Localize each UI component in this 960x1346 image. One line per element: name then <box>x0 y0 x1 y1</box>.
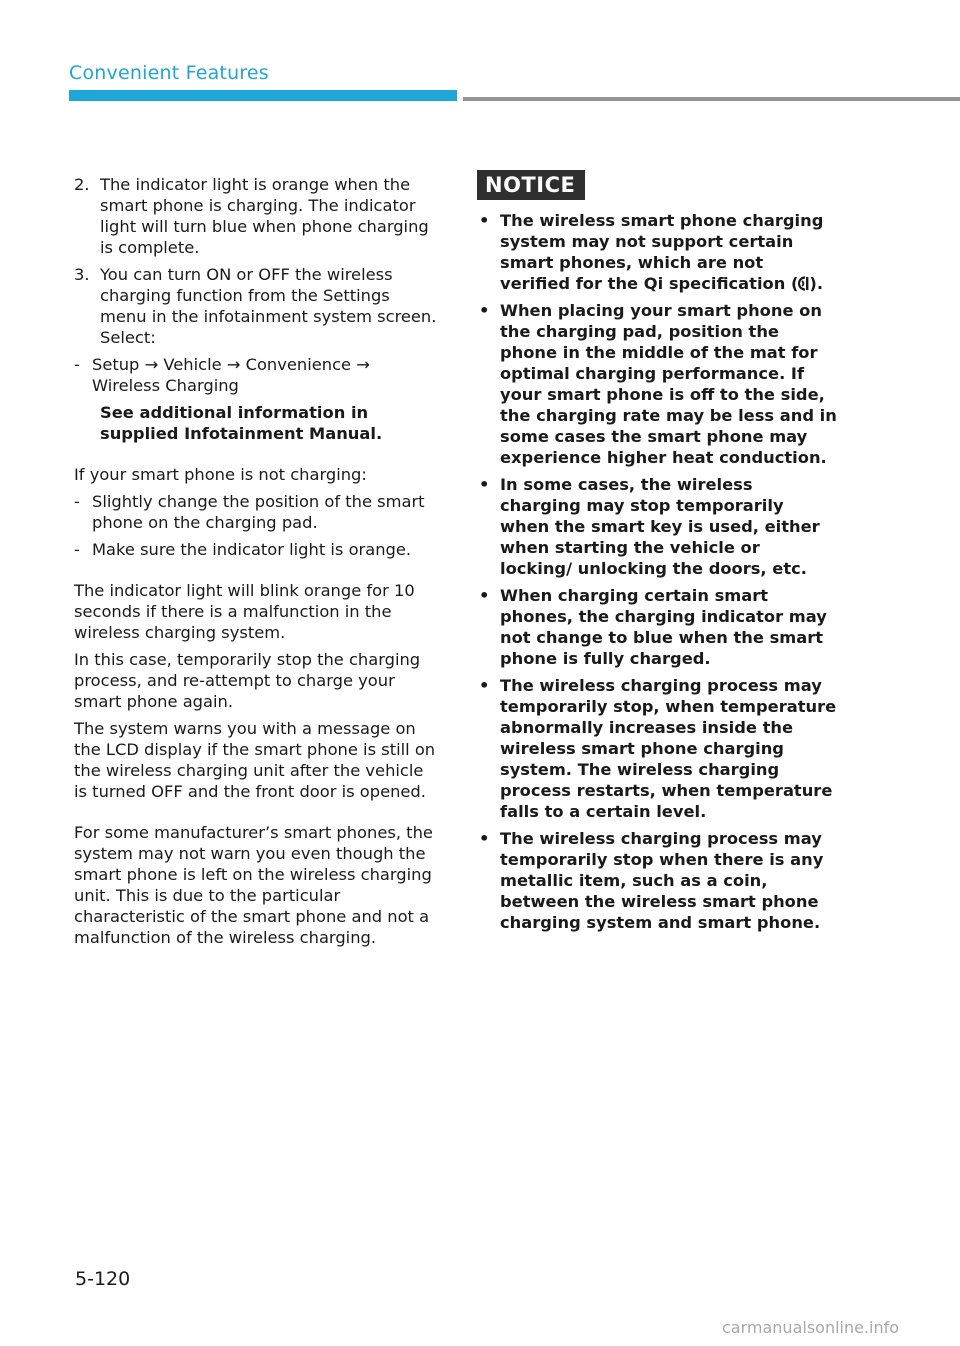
dash-marker: - <box>74 355 80 374</box>
qi-logo-icon <box>798 273 809 294</box>
bullet: • <box>479 475 490 494</box>
menu-path <box>74 354 438 396</box>
notice-item <box>477 474 837 579</box>
list-item-text: Make sure the indicator light is orange. <box>92 540 412 559</box>
menu-path-text: Setup → Vehicle → Convenience → Wireless Charging <box>92 355 370 395</box>
notice-item-text: When placing your smart phone on the charging pad, position the phone in the middle of the mat for optimal charging performance. If your smart phone is off to the side, the charging rate may be less and in some cases the smart phone may experience higher heat conduction. <box>500 301 837 467</box>
paragraph: For some manufacturer’s smart phones, the system may not warn you even though the smart phone is left on the wireless charging unit. This is due to the particular characteristic of the smart phone and not a malfunction of the wireless charging. <box>74 823 433 947</box>
bullet: • <box>479 829 490 848</box>
notice-item-text: When charging certain smart phones, the charging indicator may not change to blue when the smart phone is fully charged. <box>500 586 827 668</box>
notice-item-text: The wireless charging process may temporarily stop when there is any metallic item, such as a coin, between the wireless smart phone charging system and smart phone. <box>500 829 824 932</box>
notice-item <box>477 828 837 933</box>
notice-item-text <box>500 210 837 294</box>
notice-item-text-part: ). <box>809 274 824 293</box>
item-number: 2. <box>74 175 90 194</box>
notice-item <box>477 675 837 822</box>
paragraph: The system warns you with a message on the LCD display if the smart phone is still on the wireless charging unit after the vehicle is turned OFF and the front door is opened. <box>74 719 436 801</box>
notice-item-text-part: The wireless smart phone charging system may not support certain smart phones, which are not verified for the Qi specification ( <box>500 211 824 293</box>
list-item <box>74 491 438 533</box>
bullet: • <box>479 586 490 605</box>
left-column <box>74 174 438 954</box>
page-number: 5-120 <box>75 1268 131 1290</box>
bullet: • <box>479 301 490 320</box>
notice-item <box>477 585 837 669</box>
notice-badge: NOTICE <box>477 170 585 200</box>
bullet: • <box>479 676 490 695</box>
paragraph: In this case, temporarily stop the charging process, and re-attempt to charge your smart phone again. <box>74 650 421 711</box>
dash-marker: - <box>74 492 80 511</box>
not-charging-intro: If your smart phone is not charging: <box>74 465 367 484</box>
notice-item-text: The wireless charging process may temporarily stop, when temperature abnormally increases inside the wireless smart phone charging system. The wireless charging process restarts, when temperature falls to a certain level. <box>500 676 837 821</box>
infotainment-reference: See additional information in supplied Infotainment Manual. <box>100 403 383 443</box>
dash-marker: - <box>74 540 80 559</box>
header-rule <box>463 97 960 101</box>
numbered-item <box>74 264 438 348</box>
item-text: You can turn ON or OFF the wireless charging function from the Settings menu in the infotainment system screen. Select: <box>100 265 437 347</box>
notice-box <box>477 170 837 939</box>
notice-item <box>477 300 837 468</box>
list-item <box>74 539 438 560</box>
item-number: 3. <box>74 265 90 284</box>
list-item-text: Slightly change the position of the smart phone on the charging pad. <box>92 492 425 532</box>
notice-item-text: In some cases, the wireless charging may stop temporarily when the smart key is used, either when starting the vehicle or locking/ unlocking the doors, etc. <box>500 475 820 578</box>
numbered-item <box>74 174 438 258</box>
notice-item <box>477 210 837 294</box>
header-accent-bar <box>69 90 457 101</box>
item-text: The indicator light is orange when the smart phone is charging. The indicator light will turn blue when phone charging is complete. <box>100 175 429 257</box>
bullet: • <box>479 211 490 230</box>
paragraph: The indicator light will blink orange for 10 seconds if there is a malfunction in the wireless charging system. <box>74 581 415 642</box>
watermark: carmanualsonline.info <box>722 1318 900 1337</box>
section-title: Convenient Features <box>69 62 269 84</box>
